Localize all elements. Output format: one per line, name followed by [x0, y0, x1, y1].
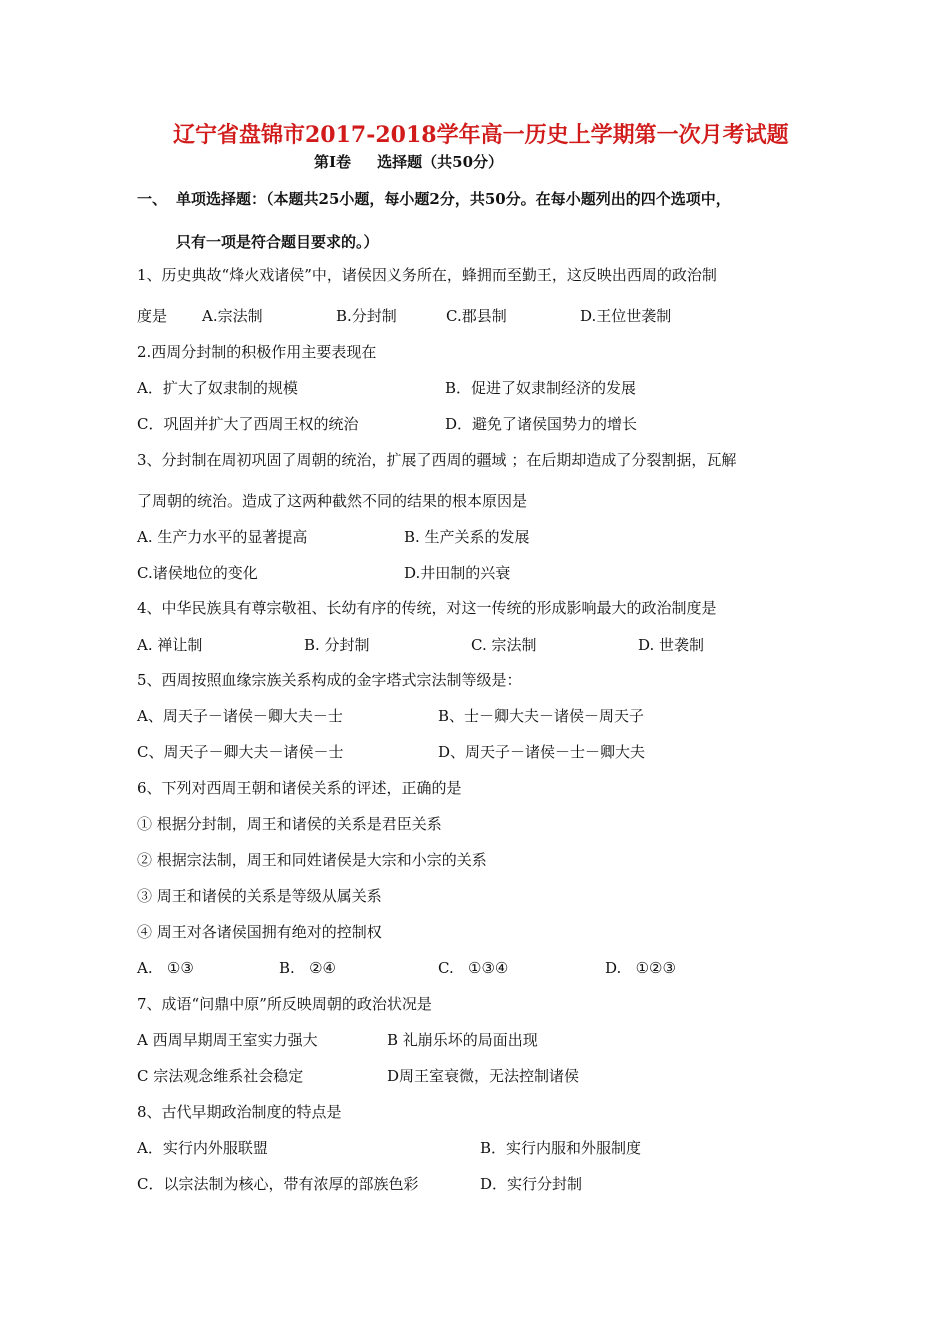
- question-5-stem: 5、西周按照血缘宗族关系构成的金字塔式宗法制等级是：: [137, 671, 522, 689]
- section-instructions-continued: 只有一项是符合题目要求的。）: [176, 233, 379, 251]
- section-instructions: 单项选择题：（本题共25小题，每小题2分，共50分。在每小题列出的四个选项中，: [176, 190, 731, 208]
- question-8-option-a: A．实行内外服联盟: [137, 1139, 268, 1157]
- question-5-option-a: A、周天子－诸侯－卿大夫－士: [137, 707, 343, 725]
- question-8-stem: 8、古代早期政治制度的特点是: [137, 1103, 342, 1121]
- question-6-statement-2: ② 根据宗法制，周王和同姓诸侯是大宗和小宗的关系: [137, 851, 487, 869]
- question-2-option-b: B．促进了奴隶制经济的发展: [445, 379, 637, 397]
- question-3-option-b: B. 生产关系的发展: [404, 528, 530, 546]
- question-6-option-d: D. ①②③: [605, 959, 676, 977]
- question-5-option-b: B、士－卿大夫－诸侯－周天子: [438, 707, 645, 725]
- question-7-stem: 7、成语“问鼎中原”所反映周朝的政治状况是: [137, 995, 432, 1013]
- question-6-statement-3: ③ 周王和诸侯的关系是等级从属关系: [137, 887, 382, 905]
- question-8-option-b: B．实行内服和外服制度: [480, 1139, 642, 1157]
- question-3-option-c: C.诸侯地位的变化: [137, 564, 258, 582]
- question-2-stem: 2.西周分封制的积极作用主要表现在: [137, 343, 377, 361]
- question-1-option-b: B.分封制: [336, 307, 397, 325]
- question-3-option-d: D.井田制的兴衰: [404, 564, 511, 582]
- question-3-stem-continued: 了周朝的统治。造成了这两种截然不同的结果的根本原因是: [137, 492, 528, 510]
- question-2-option-c: C．巩固并扩大了西周王权的统治: [137, 415, 359, 433]
- question-2-option-a: A．扩大了奴隶制的规模: [137, 379, 298, 397]
- question-4-option-b: B. 分封制: [304, 636, 370, 654]
- question-1-stem: 1、历史典故“烽火戏诸侯”中，诸侯因义务所在，蜂拥而至勤王，这反映出西周的政治制: [137, 266, 717, 284]
- question-4-option-c: C. 宗法制: [471, 636, 537, 654]
- question-3-option-a: A. 生产力水平的显著提高: [137, 528, 308, 546]
- section-subtitle: 第I卷 选择题（共50分）: [314, 153, 504, 171]
- question-6-statement-1: ① 根据分封制，周王和诸侯的关系是君臣关系: [137, 815, 442, 833]
- question-5-option-d: D、周天子－诸侯－士－卿大夫: [438, 743, 646, 761]
- question-6-statement-4: ④ 周王对各诸侯国拥有绝对的控制权: [137, 923, 382, 941]
- question-1-option-a: A.宗法制: [202, 307, 263, 325]
- question-4-option-a: A. 禅让制: [137, 636, 203, 654]
- question-6-option-b: B. ②④: [279, 959, 336, 977]
- document-title: 辽宁省盘锦市2017-2018学年高一历史上学期第一次月考试题: [173, 122, 789, 148]
- question-8-option-c: C．以宗法制为核心，带有浓厚的部族色彩: [137, 1175, 419, 1193]
- question-8-option-d: D．实行分封制: [480, 1175, 583, 1193]
- question-1-option-d: D.王位世袭制: [580, 307, 672, 325]
- question-4-stem: 4、中华民族具有尊宗敬祖、长幼有序的传统，对这一传统的形成影响最大的政治制度是: [137, 599, 717, 617]
- question-2-option-d: D．避免了诸侯国势力的增长: [445, 415, 638, 433]
- question-6-option-a: A. ①③: [137, 959, 194, 977]
- question-3-stem: 3、分封制在周初巩固了周朝的统治，扩展了西周的疆域 ；在后期却造成了分裂割据，瓦解: [137, 451, 737, 469]
- question-7-option-c: C 宗法观念维系社会稳定: [137, 1067, 304, 1085]
- question-4-option-d: D. 世袭制: [638, 636, 705, 654]
- question-5-option-c: C、周天子－卿大夫－诸侯－士: [137, 743, 344, 761]
- question-6-stem: 6、下列对西周王朝和诸侯关系的评述，正确的是: [137, 779, 462, 797]
- question-7-option-d: D周王室衰微，无法控制诸侯: [387, 1067, 580, 1085]
- question-1-option-c: C.郡县制: [446, 307, 507, 325]
- question-1-stem-continued: 度是: [137, 307, 168, 325]
- question-7-option-a: A 西周早期周王室实力强大: [137, 1031, 318, 1049]
- question-7-option-b: B 礼崩乐坏的局面出现: [387, 1031, 538, 1049]
- section-number: 一、: [137, 190, 168, 208]
- question-6-option-c: C. ①③④: [438, 959, 509, 977]
